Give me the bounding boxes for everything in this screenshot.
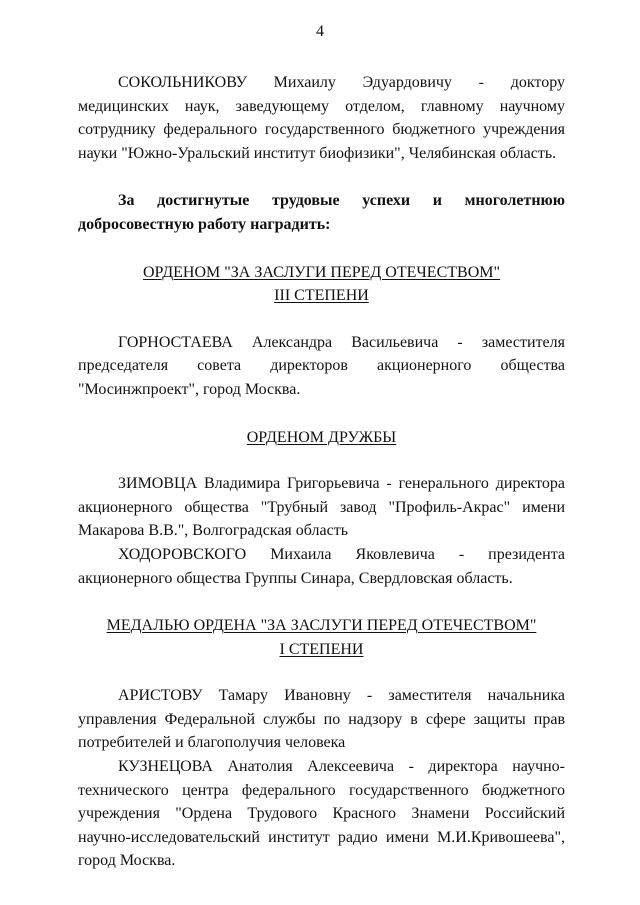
award-heading-degree: III СТЕПЕНИ xyxy=(274,287,369,305)
award-heading-line: МЕДАЛЬЮ ОРДЕНА "ЗА ЗАСЛУГИ ПЕРЕД ОТЕЧЕСТВОМ" xyxy=(106,617,537,635)
award-intro: За достигнутые трудовые успехи и многолетнюю добросовестную работу наградить: xyxy=(78,192,565,233)
awardee-khodorovsky: ХОДОРОВСКОГО Михаила Яковлевича - президента акционерного общества Группы Синара, Свердловская область. xyxy=(78,545,565,587)
award-heading-order-merit-3 xyxy=(78,261,565,308)
award-heading-order-friendship xyxy=(78,426,565,450)
decree-body xyxy=(78,71,565,873)
award-heading-line: ОРДЕНОМ ДРУЖБЫ xyxy=(246,428,397,446)
awardee-sokolnikov: СОКОЛЬНИКОВУ Михаилу Эдуардовичу - доктору медицинских наук, заведующему отделом, главному научному сотруднику федерального государственного бюджетного учреждения науки "Южно-Уральский институт биофизики", Челябинская область. xyxy=(78,74,565,162)
page-number: 4 xyxy=(316,23,324,40)
award-heading-line: ОРДЕНОМ "ЗА ЗАСЛУГИ ПЕРЕД ОТЕЧЕСТВОМ" xyxy=(142,263,501,281)
awardee-kuznetsov: КУЗНЕЦОВА Анатолия Алексеевича - директора научно-технического центра федерального государственного бюджетного учреждения "Ордена Трудового Красного Знамени Российский научно-исследовательский институт радио имени М.И.Кривошеева", город Москва. xyxy=(78,758,565,870)
awardee-aristova: АРИСТОВУ Тамару Ивановну - заместителя начальника управления Федеральной службы по надзору в сфере защиты прав потребителей и благополучия человека xyxy=(78,687,565,752)
award-heading-degree: I СТЕПЕНИ xyxy=(279,640,364,658)
awardee-gornostaev: ГОРНОСТАЕВА Александра Васильевича - заместителя председателя совета директоров акционерного общества "Мосинжпроект", город Москва. xyxy=(78,333,565,398)
awardee-zimovets: ЗИМОВЦА Владимира Григорьевича - генерального директора акционерного общества "Трубный завод "Профиль-Акрас" имени Макарова В.В.", Волгоградская область xyxy=(78,475,565,540)
award-heading-medal-merit-1 xyxy=(78,614,565,661)
